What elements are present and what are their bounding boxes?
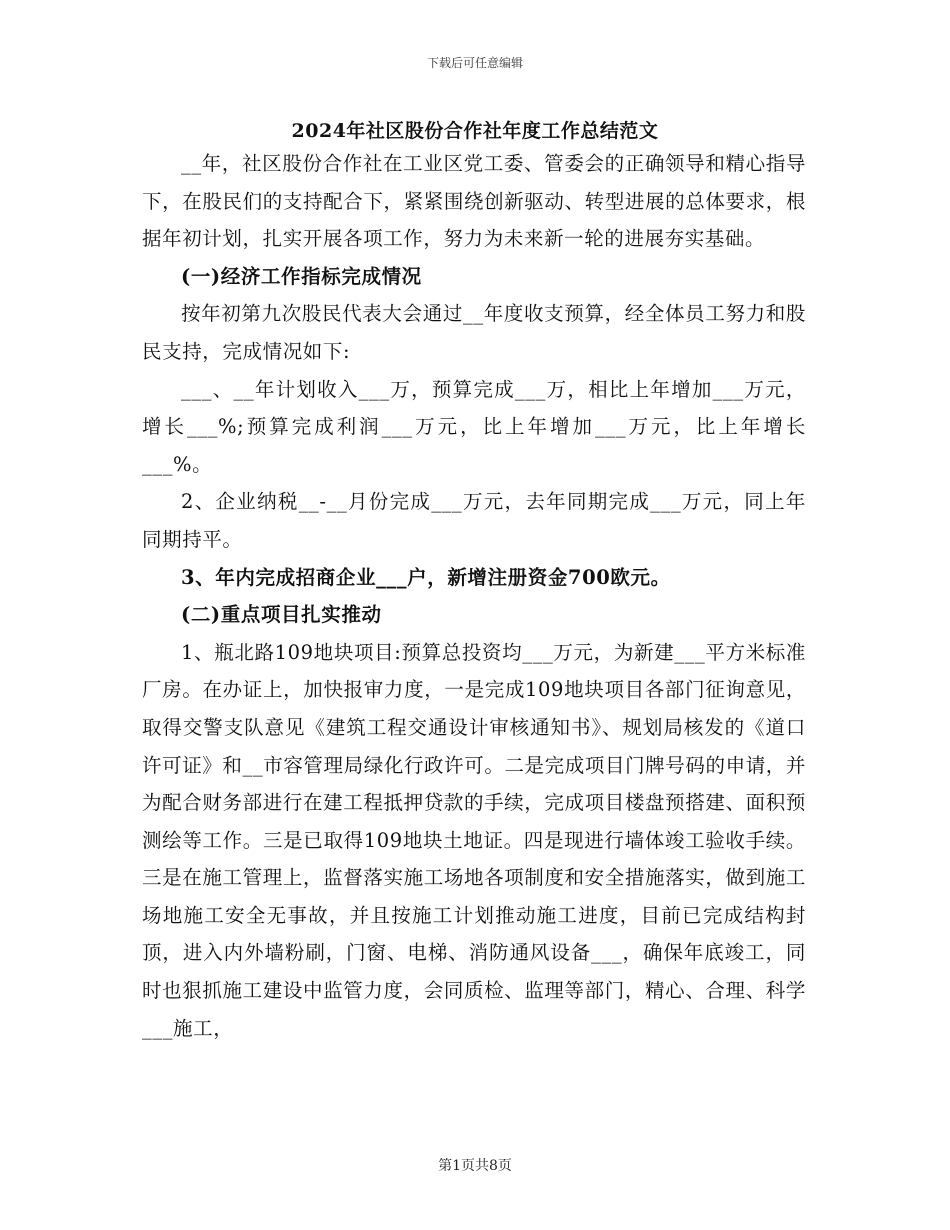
investment-paragraph: 3、年内完成招商企业___户，新增注册资金700欧元。: [181, 565, 671, 589]
project-paragraph: 1、瓶北路109地块项目:预算总投资均___万元，为新建___平方米标准厂房。在办证上，加快报审力度，一是完成109地块项目各部门征询意见，取得交警支队意见《建筑工程交通设计审核通知书》、规划局核发的《道口许可证》和__市容管理局绿化行政许可。二是完成项目门牌号码的申请，并为配合财务部进行在建工程抵押贷款的手续，完成项目楼盘预搭建、面积预测绘等工作。三是已取得109地块土地证。四是现进行墙体竣工验收手续。三是在施工管理上，监督落实施工场地各项制度和安全措施落实，做到施工场地施工安全无事故，并且按施工计划推动施工进度，目前已完成结构封顶，进入内外墙粉刷，门窗、电梯、消防通风设备___，确保年底竣工，同时也狠抓施工建设中监管力度，会同质检、监理等部门，精心、合理、科学___施工，: [142, 640, 806, 1040]
document-title: 2024年社区股份合作社年度工作总结范文: [291, 120, 659, 142]
budget-paragraph: 按年初第九次股民代表大会通过__年度收支预算，经全体员工努力和股民支持，完成情况如下:: [142, 302, 806, 363]
tax-paragraph: 2、企业纳税__-__月份完成___万元，去年同期完成___万元，同上年同期持平。: [142, 490, 806, 551]
page-number: 第1页共8页: [438, 1158, 512, 1174]
intro-paragraph: __年，社区股份合作社在工业区党工委、管委会的正确领导和精心指导下，在股民们的支持配合下，紧紧围绕创新驱动、转型进展的总体要求，根据年初计划，扎实开展各项工作，努力为未来新一轮的进展夯实基础。: [142, 152, 806, 251]
section-heading-projects: (二)重点项目扎实推动: [181, 603, 382, 627]
document-body: [142, 145, 806, 1047]
header-note: 下载后可任意编辑: [426, 56, 523, 70]
income-paragraph: ___、__年计划收入___万，预算完成___万，相比上年增加___万元，增长___%;预算完成利润___万元，比上年增加___万元，比上年增长___%。: [142, 377, 806, 476]
section-heading-economic: (一)经济工作指标完成情况: [181, 264, 422, 288]
